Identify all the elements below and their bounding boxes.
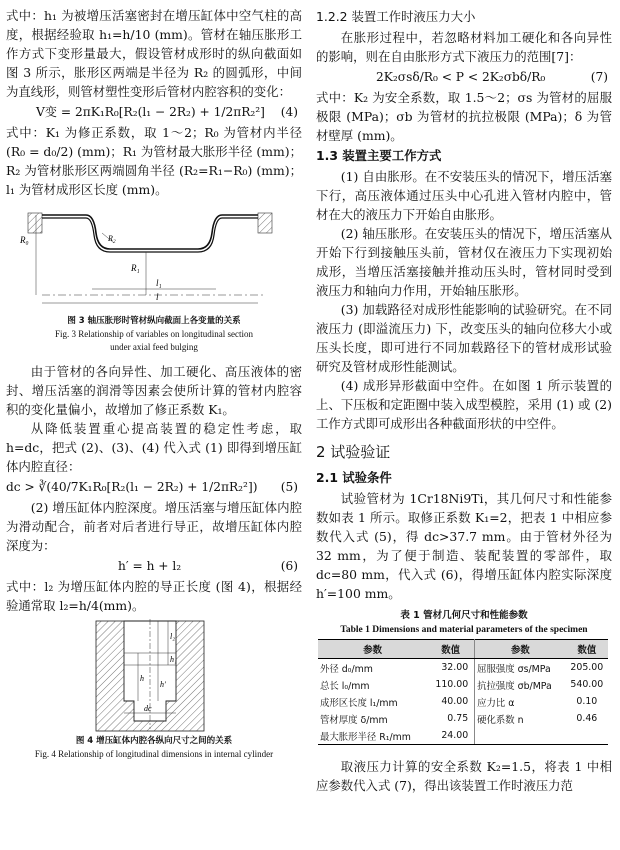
equation-number: (7) (590, 70, 608, 84)
equation-body: h′ = h + l₂ (118, 559, 182, 573)
left-column (6, 6, 302, 761)
equation-body: 2K₂σsδ/R₀ < P < 2K₂σbδ/R₀ (376, 70, 546, 84)
table-header-cell: 参数 (475, 640, 566, 659)
paragraph: 式中：K₂ 为安全系数，取 1.5～2；σs 为管材的屈服极限 (MPa)；σb 为管材的抗拉极限 (MPa)；δ 为管材壁厚 (mm)。 (316, 90, 612, 143)
paragraph: (4) 成形异形截面中空件。在如图 1 所示装置的上、下压板和定距圈中装入成型模腔，采用 (1) 或 (2) 工作方式即可成形出各种截面形状的中空件。 (316, 378, 612, 431)
table-header-row (318, 640, 608, 659)
table-cell: 32.00 (427, 659, 475, 677)
table-header-cell: 参数 (318, 640, 427, 659)
paragraph: (2) 轴压胀形。在安装压头的情况下，增压活塞从开始下行到接触压头前，管材仅在液压力下实现初始成形，当增压活塞接触并推动压头时，管材同时受到液压力和轴向力作用，开始轴压胀形。 (316, 226, 612, 298)
figure-3 (6, 203, 302, 315)
table-row (318, 676, 608, 693)
table-cell (475, 727, 566, 745)
label-h-prime: h′ (160, 680, 166, 689)
paragraph: 由于管材的各向异性、加工硬化、高压液体的密封、增压活塞的润滑等因素会使所计算的管材内腔容积的变化量偏小，故增加了修正系数 K₁。 (6, 364, 302, 417)
section-heading-1-2-2: 1.2.2 装置工作时液压力大小 (316, 9, 476, 24)
table-row (318, 727, 608, 745)
label-R1: R₁ (131, 263, 140, 273)
table-cell: 成形区长度 l₁/mm (320, 697, 398, 709)
table-1-caption-en: Table 1 Dimensions and material parameters of the specimen (340, 625, 588, 635)
paragraph: 取液压力计算的安全系数 K₂=1.5，将表 1 中相应参数代入式 (7)，得出该装置工作时液压力范 (316, 759, 612, 793)
paragraph: (1) 自由胀形。在不安装压头的情况下，增压活塞下行，高压液体通过压头中心孔进入管材内腔中，管材在大的液压力下开始自由胀形。 (316, 169, 612, 222)
table-cell: 应力比 α (477, 697, 515, 709)
label-R0: R₀ (20, 235, 29, 245)
figure-3-caption-en: Fig. 3 Relationship of variables on longitudinal section (55, 329, 253, 339)
paragraph: 从降低装置重心提高装置的稳定性考虑，取 h=dc，把式 (2)、(3)、(4) 代入式 (1) 即得到增压缸体内腔直径： (6, 421, 302, 474)
table-cell: 110.00 (427, 676, 475, 693)
figure-4 (6, 617, 302, 735)
figure-4-caption-zh: 图 4 增压缸体内腔各纵向尺寸之间的关系 (75, 736, 233, 746)
paragraph: 式中：K₁ 为修正系数，取 1～2；R₀ 为管材内半径 (R₀ = d₀/2) (mm)；R₁ 为管材最大胀形半径 (mm)；R₂ 为管材胀形区两端圆角半径 (R₂=R₁−R₀) (mm)；l₁ 为管材成形区长度 (mm)。 (6, 125, 302, 197)
equation-number: (5) (280, 480, 298, 494)
table-cell: 屈服强度 σs/MPa (477, 663, 551, 675)
table-cell: 0.10 (576, 696, 598, 707)
equation-body: V变 = 2πK₁R₀[R₂(l₁ − 2R₂) + 1/2πR₂²] (36, 105, 265, 119)
paragraph: 式中：l₂ 为增压缸体内腔的导正长度 (图 4)，根据经验通常取 l₂=h/4(mm)。 (6, 579, 302, 613)
paragraph: (3) 加载路径对成形性能影响的试验研究。在不同液压力 (即溢流压力) 下，改变压头的轴向位移大小或压头长度，即可进行不同加载路径下的管材成形试验研究及管材成形性能测试。 (316, 302, 612, 374)
paragraph: (2) 增压缸体内腔深度。增压活塞与增压缸体内腔为滑动配合，前者对后者进行导正，故增压缸体内腔深度为： (6, 500, 302, 553)
table-row (318, 710, 608, 727)
label-h1: h₁ (170, 655, 177, 664)
table-1 (318, 639, 608, 745)
table-cell: 205.00 (570, 662, 604, 673)
table-cell: 硬化系数 n (477, 714, 524, 726)
equation-7 (316, 66, 612, 88)
table-cell: 0.46 (576, 713, 598, 724)
label-l1: l₁ (156, 278, 162, 288)
table-row (318, 659, 608, 677)
label-dc: dc (144, 704, 152, 713)
table-header-cell: 数值 (566, 640, 608, 659)
section-heading-2: 2 试验验证 (316, 443, 391, 461)
equation-4 (6, 101, 302, 123)
equation-body: dc > ∛(40/7K₁R₀[R₂(l₁ − 2R₂) + 1/2πR₂²]) (6, 480, 258, 494)
table-cell: 40.00 (427, 693, 475, 710)
equation-number: (4) (280, 105, 298, 119)
table-cell: 管材厚度 δ/mm (320, 714, 388, 726)
table-row (318, 693, 608, 710)
label-l: l (156, 292, 159, 302)
figure-3-caption-en-2: under axial feed bulging (110, 342, 198, 352)
equation-5 (6, 476, 302, 498)
table-cell: 最大胀形半径 R₁/mm (318, 727, 427, 745)
paragraph: 式中：h₁ 为被增压活塞密封在增压缸体中空气柱的高度，根据经验取 h₁=h/10 (mm)。管材在轴压胀形工作方式下变形量最大，假设管材成形时的纵向截面如图 3 所示，胀形区两端是半径为 R₂ 的圆弧形，中间为直线形，则管材塑性变形后管材内腔容积的变化： (6, 8, 302, 99)
label-l2: l₂ (170, 632, 176, 641)
figure-4-caption-en: Fig. 4 Relationship of longitudinal dimensions in internal cylinder (34, 749, 274, 759)
equation-number: (6) (280, 559, 298, 573)
section-heading-1-3: 1.3 装置主要工作方式 (316, 148, 442, 163)
table-header-cell: 数值 (427, 640, 475, 659)
paragraph: 在胀形过程中，若忽略材料加工硬化和各向异性的影响，则在自由胀形方式下液压力的范围[7]： (316, 30, 612, 64)
table-cell: 540.00 (570, 679, 604, 690)
figure-3-caption-zh: 图 3 轴压胀形时管材纵向截面上各变量的关系 (67, 316, 241, 326)
label-R2: R₂ (108, 234, 116, 243)
label-h: h (140, 674, 144, 683)
paragraph: 试验管材为 1Cr18Ni9Ti，其几何尺寸和性能参数如表 1 所示。取修正系数 K₁=2，把表 1 中相应参数代入式 (5)，得 dc>37.7 mm。由于管材外径为 32 mm，为了便于制造、装配装置的零部件，取 dc=80 mm，代入式 (6)，得增压缸体内腔实际深度 h′=100 mm。 (316, 491, 612, 601)
table-cell: 外径 d₀/mm (320, 663, 373, 675)
table-1-caption-zh: 表 1 管材几何尺寸和性能参数 (400, 610, 528, 621)
table-cell (566, 727, 608, 745)
table-cell: 0.75 (427, 710, 475, 727)
section-heading-2-1: 2.1 试验条件 (316, 470, 392, 485)
table-cell: 24.00 (427, 727, 475, 745)
right-column (316, 6, 612, 795)
equation-6 (6, 555, 302, 577)
table-cell: 总长 l₀/mm (320, 680, 370, 692)
table-cell: 抗拉强度 σb/MPa (477, 680, 552, 692)
